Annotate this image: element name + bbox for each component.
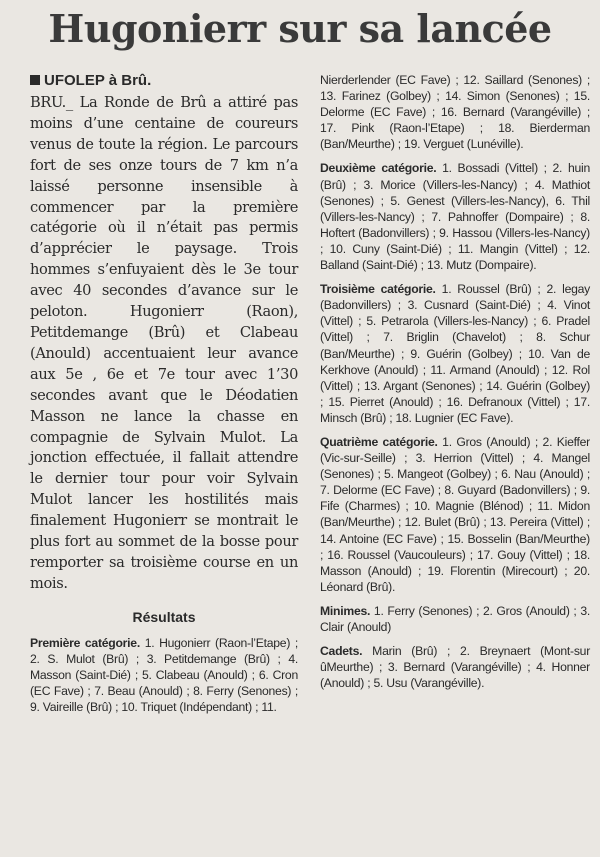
kicker — [30, 72, 298, 89]
article-body: BRU._ La Ronde de Brû a attiré pas moins d’une centaine de coureurs venus de toute la région. Le parcours fort de ses onze tours de 7 km n’a laissé personne insensible à commencer par la première catégorie où il n’était pas permis d’apprécier le paysage. Trois hommes s’enfuyaient dès le 3e tour avec 40 secondes d’avance sur le peloton. Hugonierr (Raon), Petitdemange (Brû) et Clabeau (Anould) accentuaient leur avance aux 5e , 6e et 7e tour avec 1’30 secondes avant que le Déodatien Masson ne lance la chasse en compagnie de Sylvain Mulot. La jonction effectuée, il fallait attendre le dernier tour pour voir Sylvain Mulot lancer les hostilités mais finalement Hugonierr se montrait le plus fort au sommet de la bosse pour remporter sa troisième course en un mois. — [30, 94, 298, 592]
result-premiere-categorie — [30, 635, 298, 715]
result-text: 1. Gros (Anould) ; 2. Kieffer (Vic-sur-Seille) ; 3. Herrion (Vittel) ; 4. Mangel (Senones) ; 5. Mangeot (Golbey) ; 6. Nau (Anould) ; 7. Delorme (EC Fave) ; 8. Guyard (Badonvillers) ; 9. Fife (Charmes) ; 10. Magnie (Blénod) ; 11. Midon (Ban/Meurthe) ; 12. Bulet (Brû) ; 13. Pereira (Vittel) ; 14. Antoine (EC Fave) ; 15. Bosselin (Ban/Meurthe) ; 16. Roussel (Vaucouleurs) ; 17. Gouy (Vittel) ; 18. Masson (Anould) ; 19. Florentin (Mirecourt) ; 20. Léonard (Brû). — [320, 434, 590, 594]
result-text: Nierderlender (EC Fave) ; 12. Saillard (Senones) ; 13. Farinez (Golbey) ; 14. Simon (Senones) ; 15. Delorme (EC Fave) ; 16. Bernard (Varangéville) ; 17. Pink (Raon-l’Etape) ; 18. Bierderman (Ban/Meurthe) ; 19. Verguet (Lunéville). — [320, 73, 590, 152]
result-label: Cadets. — [320, 644, 363, 659]
headline: Hugonierr sur sa lancée — [48, 6, 552, 51]
right-column — [320, 72, 590, 699]
result-label: Minimes. — [320, 603, 371, 618]
result-troisieme-categorie — [320, 281, 590, 426]
result-label: Quatrième catégorie. — [320, 434, 438, 449]
result-quatrieme-categorie — [320, 434, 590, 595]
result-text: 1. Ferry (Senones) ; 2. Gros (Anould) ; 3. Clair (Anould) — [320, 603, 590, 634]
result-minimes — [320, 603, 590, 635]
result-text: 1. Bossadi (Vittel) ; 2. huin (Brû) ; 3. Morice (Villers-les-Nancy) ; 4. Mathiot (Senones) ; 5. Genest (Villers-les-Nancy), 6. Thil (Villers-les-Nancy) ; 7. Pahnoffer (Dompaire) ; 8. Hoftert (Badonvillers) ; 9. Hassou (Villers-les-Nancy) ; 10. Cuny (Saint-Dié) ; 11. Mangin (Vittel) ; 12. Balland (Saint-Dié) ; 13. Mutz (Dompaire). — [320, 161, 590, 273]
result-text: 1. Hugonierr (Raon-l’Etape) ; 2. S. Mulot (Brû) ; 3. Petitdemange (Brû) ; 4. Masson (Saint-Dié) ; 5. Clabeau (Anould) ; 6. Cron (EC Fave) ; 7. Beau (Anould) ; 8. Ferry (Senones) ; 9. Vaireille (Brû) ; 10. Triquet (Indépendant) ; 11. — [30, 635, 298, 715]
result-label: Première catégorie. — [30, 635, 140, 650]
left-column — [30, 72, 298, 723]
result-label: Deuxième catégorie. — [320, 161, 437, 176]
result-premiere-continued — [320, 72, 590, 152]
result-label: Troisième catégorie. — [320, 282, 436, 297]
result-cadets — [320, 643, 590, 691]
square-bullet-icon — [30, 75, 40, 85]
result-deuxieme-categorie — [320, 160, 590, 273]
results-title: Résultats — [132, 608, 196, 625]
result-text: 1. Roussel (Brû) ; 2. legay (Badonvillers) ; 3. Cusnard (Saint-Dié) ; 4. Vinot (Vittel) ; 5. Petrarola (Villers-les-Nancy) ; 6. Pradel (Vittel) ; 7. Briglin (Chavelot) ; 8. Schur (Ban/Meurthe) ; 9. Guérin (Golbey) ; 10. Van de Kerkhove (Anould) ; 11. Armand (Anould) ; 12. Rol (Vittel) ; 13. Argant (Senones) ; 14. Guérin (Golbey) ; 15. Pierret (Anould) ; 16. Defranoux (Vittel) ; 17. Minsch (Brû) ; 18. Lugnier (EC Fave). — [320, 282, 590, 425]
kicker-text: UFOLEP à Brû. — [44, 72, 152, 89]
result-text: Marin (Brû) ; 2. Breynaert (Mont-sur ûMeurthe) ; 3. Bernard (Varangéville) ; 4. Honner (Anould) ; 5. Usu (Varangéville). — [320, 644, 590, 691]
